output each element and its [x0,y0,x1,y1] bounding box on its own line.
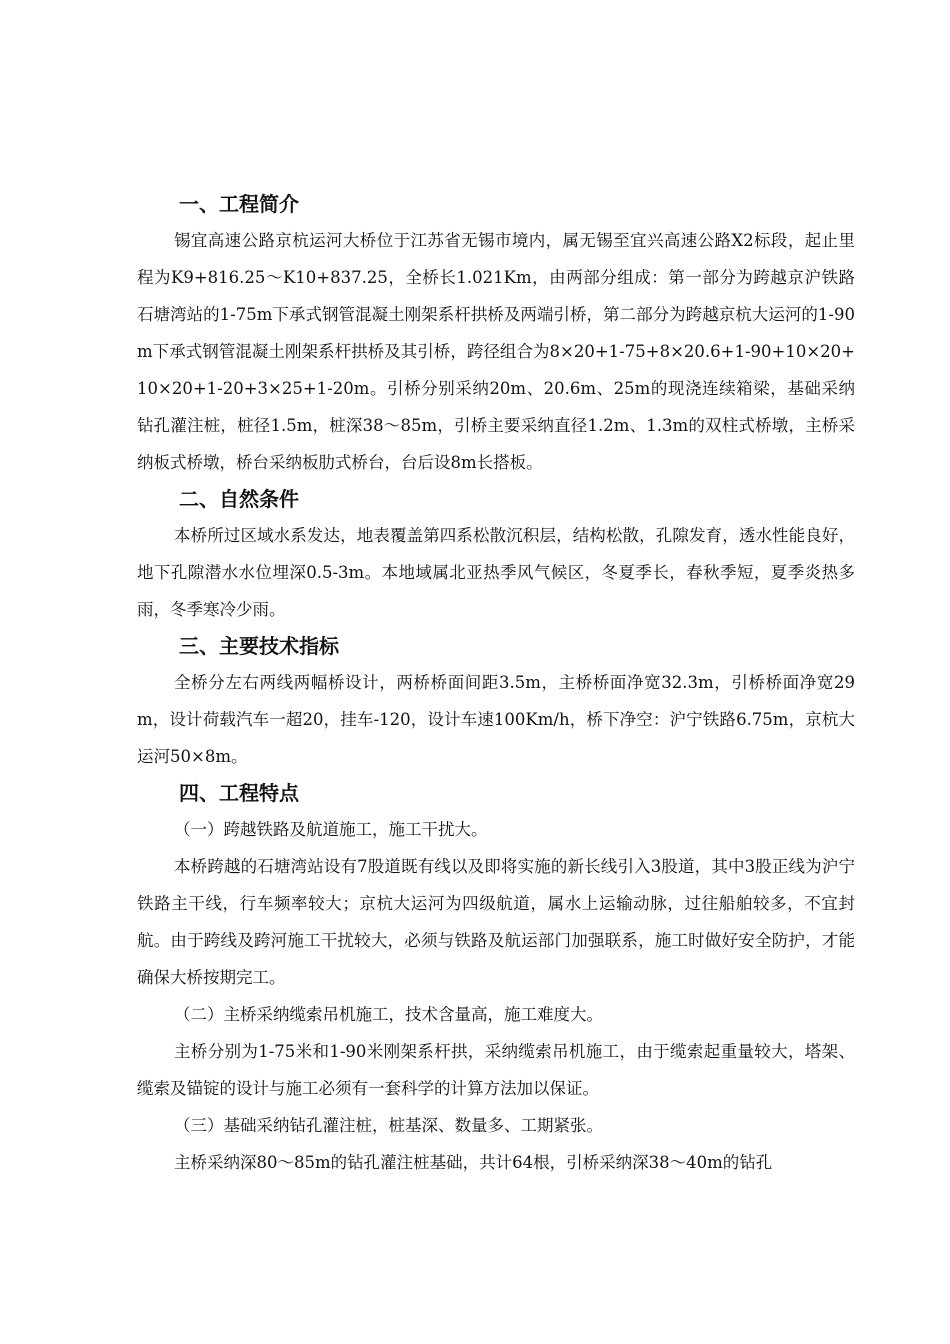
section-technical-indicators-paragraph: 全桥分左右两线两幅桥设计，两桥桥面间距3.5m，主桥桥面净宽32.3m，引桥桥面净宽29m，设计荷载汽车一超20，挂车-120，设计车速100Km/h，桥下净空：沪宁铁路6.75m，京杭大运河50×8m。 [137,673,855,766]
section-intro-paragraph: 锡宜高速公路京杭运河大桥位于江苏省无锡市境内，属无锡至宜兴高速公路X2标段，起止里程为K9+816.25～K10+837.25，全桥长1.021Km，由两部分组成：第一部分为跨越京沪铁路石塘湾站的1-75m下承式钢管混凝土刚架系杆拱桥及两端引桥，第二部分为跨越京杭大运河的1-90m下承式钢管混凝土刚架系杆拱桥及其引桥，跨径组合为8×20+1-75+8×20.6+1-90+10×20+10×20+1-20+3×25+1-20m。引桥分别采纳20m、20.6m、25m的现浇连续箱梁，基础采纳钻孔灌注桩，桩径1.5m，桩深38～85m，引桥主要采纳直径1.2m、1.3m的双柱式桥墩，主桥采纳板式桥墩，桥台采纳板肋式桥台，台后设8m长搭板。 [137,231,855,472]
subsection-title-2: （二）主桥采纳缆索吊机施工，技术含量高，施工难度大。 [174,1005,603,1024]
subsection-text-1: 本桥跨越的石塘湾站设有7股道既有线以及即将实施的新长线引入3股道，其中3股正线为沪宁铁路主干线，行车频率较大；京杭大运河为四级航道，属水上运输动脉，过往船舶较多，不宜封航。由于跨线及跨河施工干扰较大，必须与铁路及航运部门加强联系，施工时做好安全防护，才能确保大桥按期完工。 [137,857,855,987]
section-heading-intro: 一、工程简介 [179,192,299,216]
section-heading-natural-conditions: 二、自然条件 [179,487,299,511]
section-heading-project-features: 四、工程特点 [179,781,299,805]
subsection-title-3: （三）基础采纳钻孔灌注桩，桩基深、数量多、工期紧张。 [174,1116,603,1135]
section-heading-technical-indicators: 三、主要技术指标 [179,634,339,658]
document-page [137,186,855,1181]
subsection-text-2: 主桥分别为1-75米和1-90米刚架系杆拱，采纳缆索吊机施工，由于缆索起重量较大，塔架、缆索及锚锭的设计与施工必须有一套科学的计算方法加以保证。 [137,1042,855,1098]
section-natural-conditions-paragraph: 本桥所过区域水系发达，地表覆盖第四系松散沉积层，结构松散，孔隙发育，透水性能良好，地下孔隙潜水水位埋深0.5-3m。本地域属北亚热季风气候区，冬夏季长，春秋季短，夏季炎热多雨，冬季寒冷少雨。 [137,526,855,619]
subsection-title-1: （一）跨越铁路及航道施工，施工干扰大。 [174,820,488,839]
subsection-text-3: 主桥采纳深80～85m的钻孔灌注桩基础，共计64根，引桥采纳深38～40m的钻孔 [174,1153,773,1172]
